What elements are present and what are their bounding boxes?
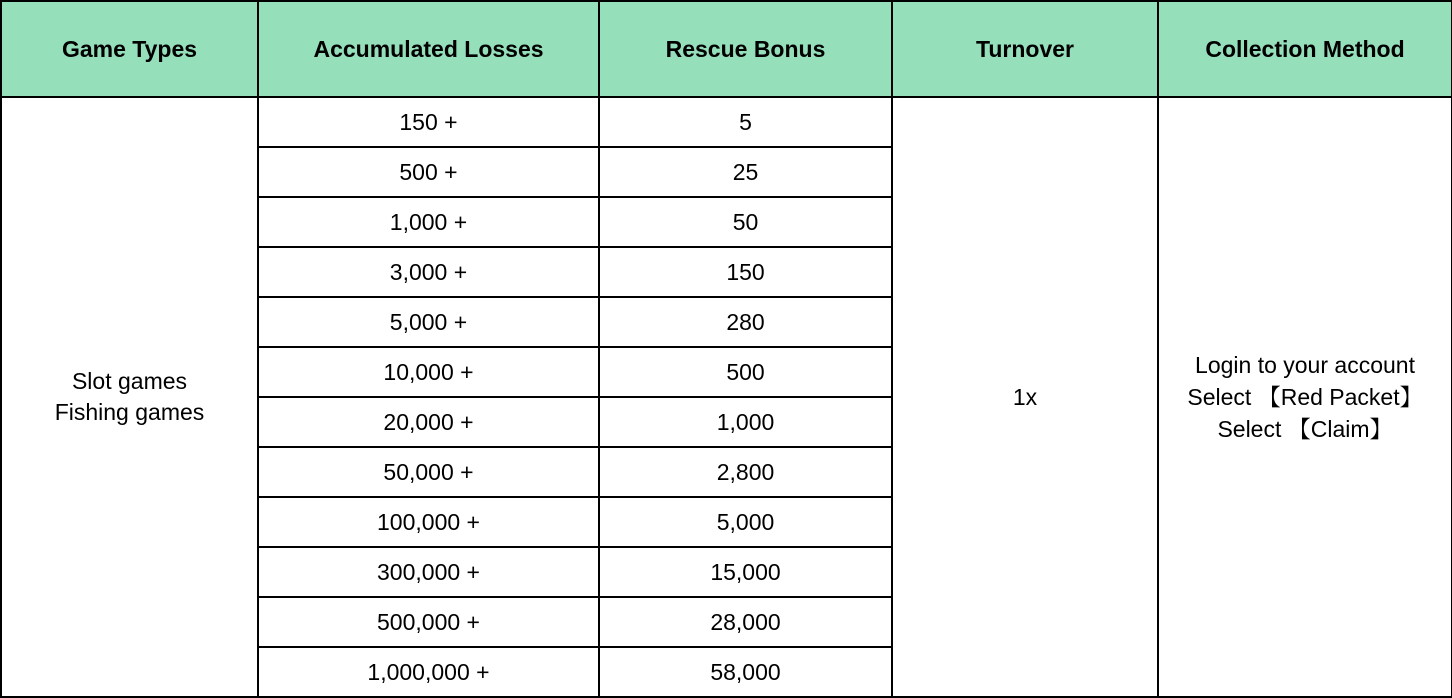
header-accumulated-losses: Accumulated Losses <box>258 1 599 97</box>
header-turnover: Turnover <box>892 1 1158 97</box>
collection-method-cell <box>1158 97 1452 697</box>
bonus-cell: 150 <box>599 247 892 297</box>
bonus-cell: 2,800 <box>599 447 892 497</box>
losses-cell: 100,000 + <box>258 497 599 547</box>
bonus-cell: 15,000 <box>599 547 892 597</box>
losses-cell: 50,000 + <box>258 447 599 497</box>
method-step-login: Login to your account <box>1195 352 1415 378</box>
method-step-red-packet: Select 【Red Packet】 <box>1187 384 1423 410</box>
header-game-types: Game Types <box>1 1 258 97</box>
turnover-cell: 1x <box>892 97 1158 697</box>
losses-cell: 150 + <box>258 97 599 147</box>
bonus-cell: 500 <box>599 347 892 397</box>
bonus-cell: 280 <box>599 297 892 347</box>
losses-cell: 500,000 + <box>258 597 599 647</box>
losses-cell: 300,000 + <box>258 547 599 597</box>
method-step-claim: Select 【Claim】 <box>1217 416 1393 442</box>
bonus-cell: 50 <box>599 197 892 247</box>
bonus-cell: 58,000 <box>599 647 892 697</box>
bonus-cell: 25 <box>599 147 892 197</box>
header-row <box>1 1 1452 97</box>
losses-cell: 1,000 + <box>258 197 599 247</box>
game-type-slot: Slot games <box>71 368 188 394</box>
bonus-cell: 5,000 <box>599 497 892 547</box>
losses-cell: 3,000 + <box>258 247 599 297</box>
losses-cell: 20,000 + <box>258 397 599 447</box>
bonus-cell: 1,000 <box>599 397 892 447</box>
bonus-cell: 5 <box>599 97 892 147</box>
table-row <box>1 97 1452 147</box>
bonus-cell: 28,000 <box>599 597 892 647</box>
game-types-cell <box>1 97 258 697</box>
losses-cell: 10,000 + <box>258 347 599 397</box>
losses-cell: 500 + <box>258 147 599 197</box>
header-rescue-bonus: Rescue Bonus <box>599 1 892 97</box>
losses-cell: 5,000 + <box>258 297 599 347</box>
losses-cell: 1,000,000 + <box>258 647 599 697</box>
game-type-fishing: Fishing games <box>54 399 205 425</box>
header-collection-method: Collection Method <box>1158 1 1452 97</box>
